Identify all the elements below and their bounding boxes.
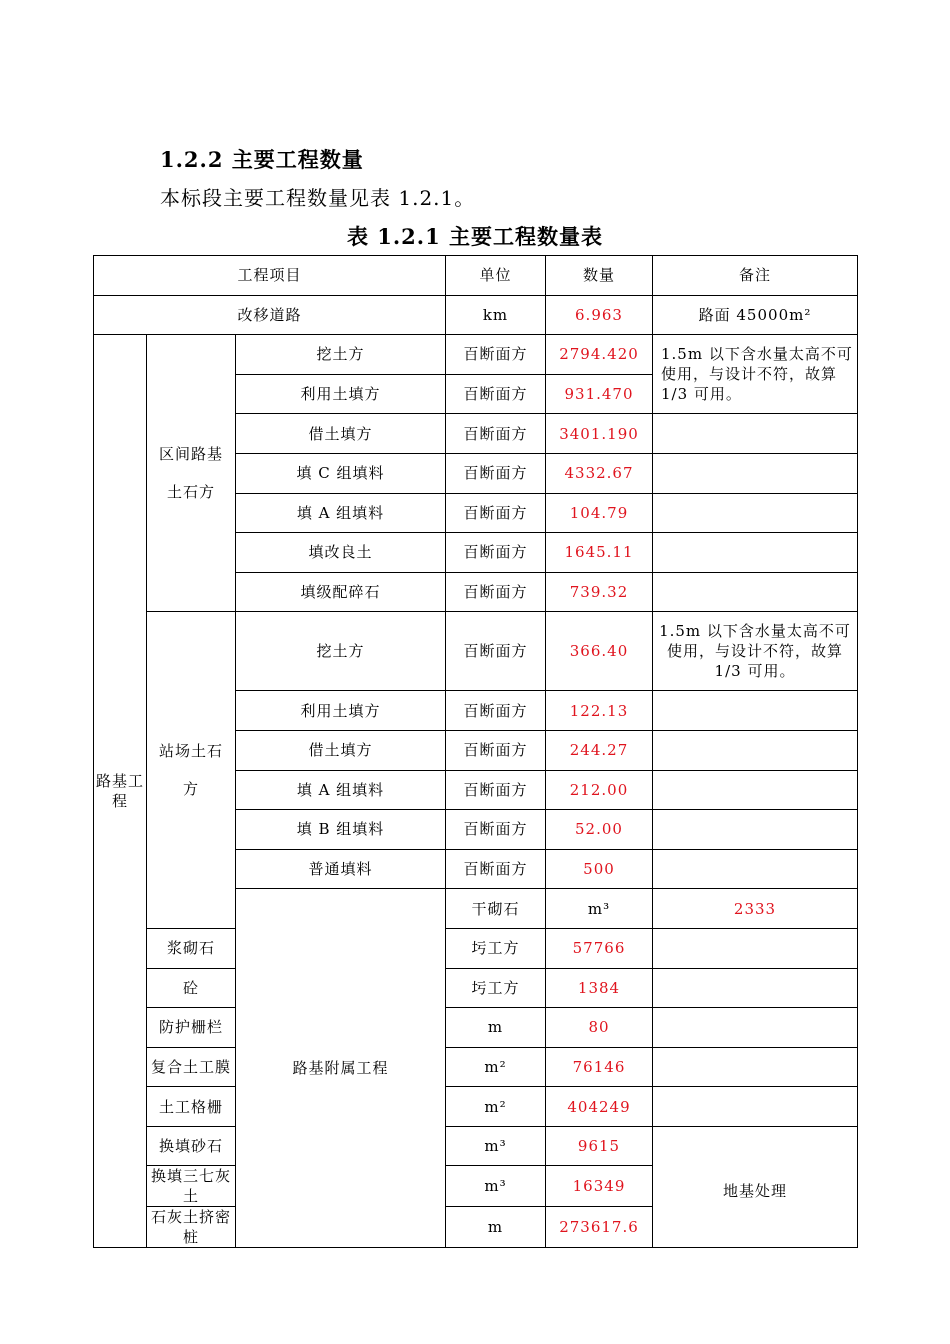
row-note [653, 770, 858, 810]
group1-label: 区间路基土石方 [147, 335, 236, 612]
row-qty: 2794.420 [546, 335, 653, 375]
row-note [653, 533, 858, 573]
header-note: 备注 [653, 256, 858, 296]
road-unit: km [446, 295, 546, 335]
row-unit: 百断面方 [446, 572, 546, 612]
row-note [653, 1008, 858, 1048]
row-name: 借土填方 [236, 414, 446, 454]
row-unit: m³ [446, 1126, 546, 1166]
row-unit: m [446, 1207, 546, 1248]
row-note [653, 928, 858, 968]
row-unit: m [446, 1008, 546, 1048]
road-note: 路面 45000m² [653, 295, 858, 335]
table-row [94, 335, 858, 375]
row-note [653, 1087, 858, 1127]
row-qty: 212.00 [546, 770, 653, 810]
table-row [94, 1126, 858, 1166]
road-label: 改移道路 [94, 295, 446, 335]
quantity-table [93, 255, 858, 1248]
row-unit: m² [446, 1047, 546, 1087]
row-unit: 百断面方 [446, 374, 546, 414]
row-unit: 百断面方 [446, 612, 546, 691]
row-qty: 2333 [653, 889, 858, 929]
row-name: 换填砂石 [147, 1126, 236, 1166]
row-qty: 404249 [546, 1087, 653, 1127]
row-qty: 9615 [546, 1126, 653, 1166]
row-name: 复合土工膜 [147, 1047, 236, 1087]
group2-note: 1.5m 以下含水量太高不可使用，与设计不符，故算 1/3 可用。 [653, 612, 858, 691]
table-row [94, 1087, 858, 1127]
row-unit: 百断面方 [446, 533, 546, 573]
row-note [653, 849, 858, 889]
row-qty: 104.79 [546, 493, 653, 533]
table-row [94, 295, 858, 335]
row-unit: m³ [446, 1166, 546, 1207]
table-caption: 表 1.2.1 主要工程数量表 [346, 224, 604, 249]
table-header-row [94, 256, 858, 296]
group1-note: 1.5m 以下含水量太高不可使用，与设计不符，故算 1/3 可用。 [653, 335, 858, 414]
row-name: 石灰土挤密桩 [147, 1207, 236, 1248]
row-qty: 1384 [546, 968, 653, 1008]
row-unit: 百断面方 [446, 730, 546, 770]
intro-paragraph: 本标段主要工程数量见表 1.2.1。 [160, 186, 476, 210]
row-qty: 1645.11 [546, 533, 653, 573]
row-name: 浆砌石 [147, 928, 236, 968]
row-unit: 百断面方 [446, 810, 546, 850]
row-name: 换填三七灰土 [147, 1166, 236, 1207]
header-qty: 数量 [546, 256, 653, 296]
row-note [653, 414, 858, 454]
row-name: 挖土方 [236, 612, 446, 691]
row-unit: 百断面方 [446, 691, 546, 731]
table-row [94, 612, 858, 691]
row-unit: m³ [546, 889, 653, 929]
row-unit: m² [446, 1087, 546, 1127]
row-qty: 273617.6 [546, 1207, 653, 1248]
row-name: 填 C 组填料 [236, 453, 446, 493]
table-row [94, 968, 858, 1008]
row-qty: 4332.67 [546, 453, 653, 493]
row-qty: 76146 [546, 1047, 653, 1087]
row-qty: 931.470 [546, 374, 653, 414]
row-qty: 16349 [546, 1166, 653, 1207]
row-name: 干砌石 [446, 889, 546, 929]
row-qty: 739.32 [546, 572, 653, 612]
row-qty: 52.00 [546, 810, 653, 850]
header-unit: 单位 [446, 256, 546, 296]
row-name: 利用土填方 [236, 691, 446, 731]
row-name: 防护栅栏 [147, 1008, 236, 1048]
row-note [653, 572, 858, 612]
row-name: 土工格栅 [147, 1087, 236, 1127]
row-note [653, 730, 858, 770]
group3-note: 地基处理 [653, 1126, 858, 1248]
row-unit: 百断面方 [446, 770, 546, 810]
row-name: 填 A 组填料 [236, 493, 446, 533]
row-unit: 百断面方 [446, 335, 546, 375]
row-name: 填级配碎石 [236, 572, 446, 612]
row-unit: 百断面方 [446, 493, 546, 533]
table-row [94, 928, 858, 968]
table-row [94, 1047, 858, 1087]
row-name: 借土填方 [236, 730, 446, 770]
row-note [653, 453, 858, 493]
group2-label: 站场土石方 [147, 612, 236, 929]
row-qty: 80 [546, 1008, 653, 1048]
row-name: 砼 [147, 968, 236, 1008]
subgrade-label: 路基工程 [94, 335, 147, 1248]
row-name: 填改良土 [236, 533, 446, 573]
row-qty: 500 [546, 849, 653, 889]
row-note [653, 968, 858, 1008]
row-note [653, 810, 858, 850]
row-name: 挖土方 [236, 335, 446, 375]
row-qty: 122.13 [546, 691, 653, 731]
row-qty: 366.40 [546, 612, 653, 691]
header-item: 工程项目 [94, 256, 446, 296]
row-qty: 57766 [546, 928, 653, 968]
row-unit: 百断面方 [446, 453, 546, 493]
group3-label: 路基附属工程 [236, 889, 446, 1248]
row-note [653, 1047, 858, 1087]
row-qty: 244.27 [546, 730, 653, 770]
row-qty: 3401.190 [546, 414, 653, 454]
row-unit: 百断面方 [446, 414, 546, 454]
table-row [94, 1008, 858, 1048]
road-qty: 6.963 [546, 295, 653, 335]
row-unit: 圬工方 [446, 928, 546, 968]
row-note [653, 691, 858, 731]
section-heading: 1.2.2 主要工程数量 [160, 147, 364, 172]
row-name: 填 A 组填料 [236, 770, 446, 810]
row-name: 利用土填方 [236, 374, 446, 414]
row-note [653, 493, 858, 533]
row-unit: 百断面方 [446, 849, 546, 889]
row-unit: 圬工方 [446, 968, 546, 1008]
row-name: 普通填料 [236, 849, 446, 889]
row-name: 填 B 组填料 [236, 810, 446, 850]
